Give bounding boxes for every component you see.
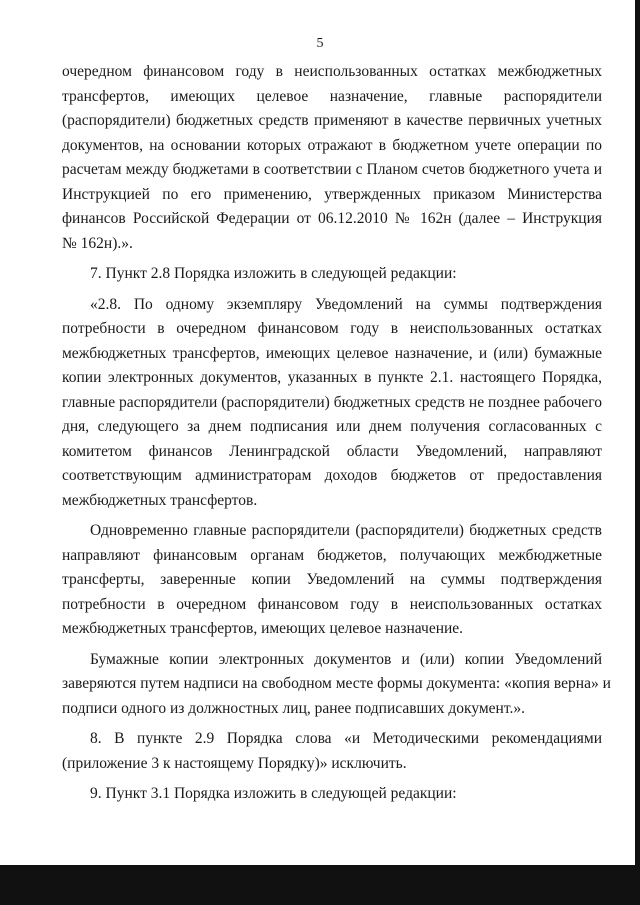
text-line: финансов Российской Федерации от 06.12.2010 № 162н (далее – Инструкция [62,210,602,227]
text-line: 9. Пункт 3.1 Порядка изложить в следующей редакции: [90,785,457,802]
text-line: (приложение 3 к настоящему Порядку)» исключить. [62,754,407,772]
text-line: 7. Пункт 2.8 Порядка изложить в следующей редакции: [90,265,457,282]
paragraph [62,648,611,722]
text-line: (распорядители) бюджетных средств применяют в качестве первичных учетных [62,112,602,129]
paragraph [62,727,602,776]
text-line: трансфертов, имеющих целевое назначение, главные распорядители [62,87,602,105]
paragraph [62,782,602,807]
text-line: подписи одного из должностных лиц, ранее подписавших документ.». [62,699,525,717]
paragraph [62,293,602,514]
text-line: направляют финансовым органам бюджетов, получающих межбюджетные [62,546,602,564]
document-body [62,60,611,807]
text-line: трансферты, заверенные копии Уведомлений на суммы подтверждения [62,571,602,588]
text-line: комитетом финансов Ленинградской области Уведомлений, направляют [62,442,602,460]
text-line: соответствующим администраторам доходов бюджетов от предоставления [62,467,602,484]
text-line: заверяются путем надписи на свободном месте формы документа: «копия верна» и [62,675,611,692]
paragraph [62,60,602,256]
text-line: очередном финансовом году в неиспользованных остатках межбюджетных [62,63,602,80]
text-line: главные распорядители (распорядители) бюджетных средств не позднее рабочего [62,393,602,411]
text-line: Бумажные копии электронных документов и (или) копии Уведомлений [90,650,602,668]
text-line: «2.8. По одному экземпляру Уведомлений на суммы подтверждения [90,295,602,313]
scan-edge-bottom [0,865,640,905]
text-line: Инструкцией по его применению, утвержденных приказом Министерства [62,185,602,203]
page-number: 5 [316,36,324,51]
text-line: № 162н).». [62,234,133,252]
text-line: 8. В пункте 2.9 Порядка слова «и Методическими рекомендациями [90,730,602,747]
text-line: межбюджетных трансфертов, имеющих целевое назначение, и (или) бумажные [62,344,602,362]
text-line: межбюджетных трансфертов, имеющих целевое назначение. [62,620,464,637]
text-line: потребности в очередном финансовом году в неиспользованных остатках [62,320,602,337]
text-line: документов, на основании которых отражают в бюджетном учете операции по [62,136,602,154]
text-line: копии электронных документов, указанных в пункте 2.1. настоящего Порядка, [62,369,602,386]
text-line: потребности в очередном финансовом году в неиспользованных остатках [62,595,602,613]
text-line: дня, следующего за днем подписания или днем получения согласованных с [62,418,602,435]
paragraph [62,519,602,642]
text-line: расчетам между бюджетами в соответствии с Планом счетов бюджетного учета и [62,161,602,178]
text-line: межбюджетных трансфертов. [62,491,258,509]
paragraph [62,262,602,287]
text-line: Одновременно главные распорядители (распорядители) бюджетных средств [90,522,602,539]
scan-edge-right [635,0,640,905]
